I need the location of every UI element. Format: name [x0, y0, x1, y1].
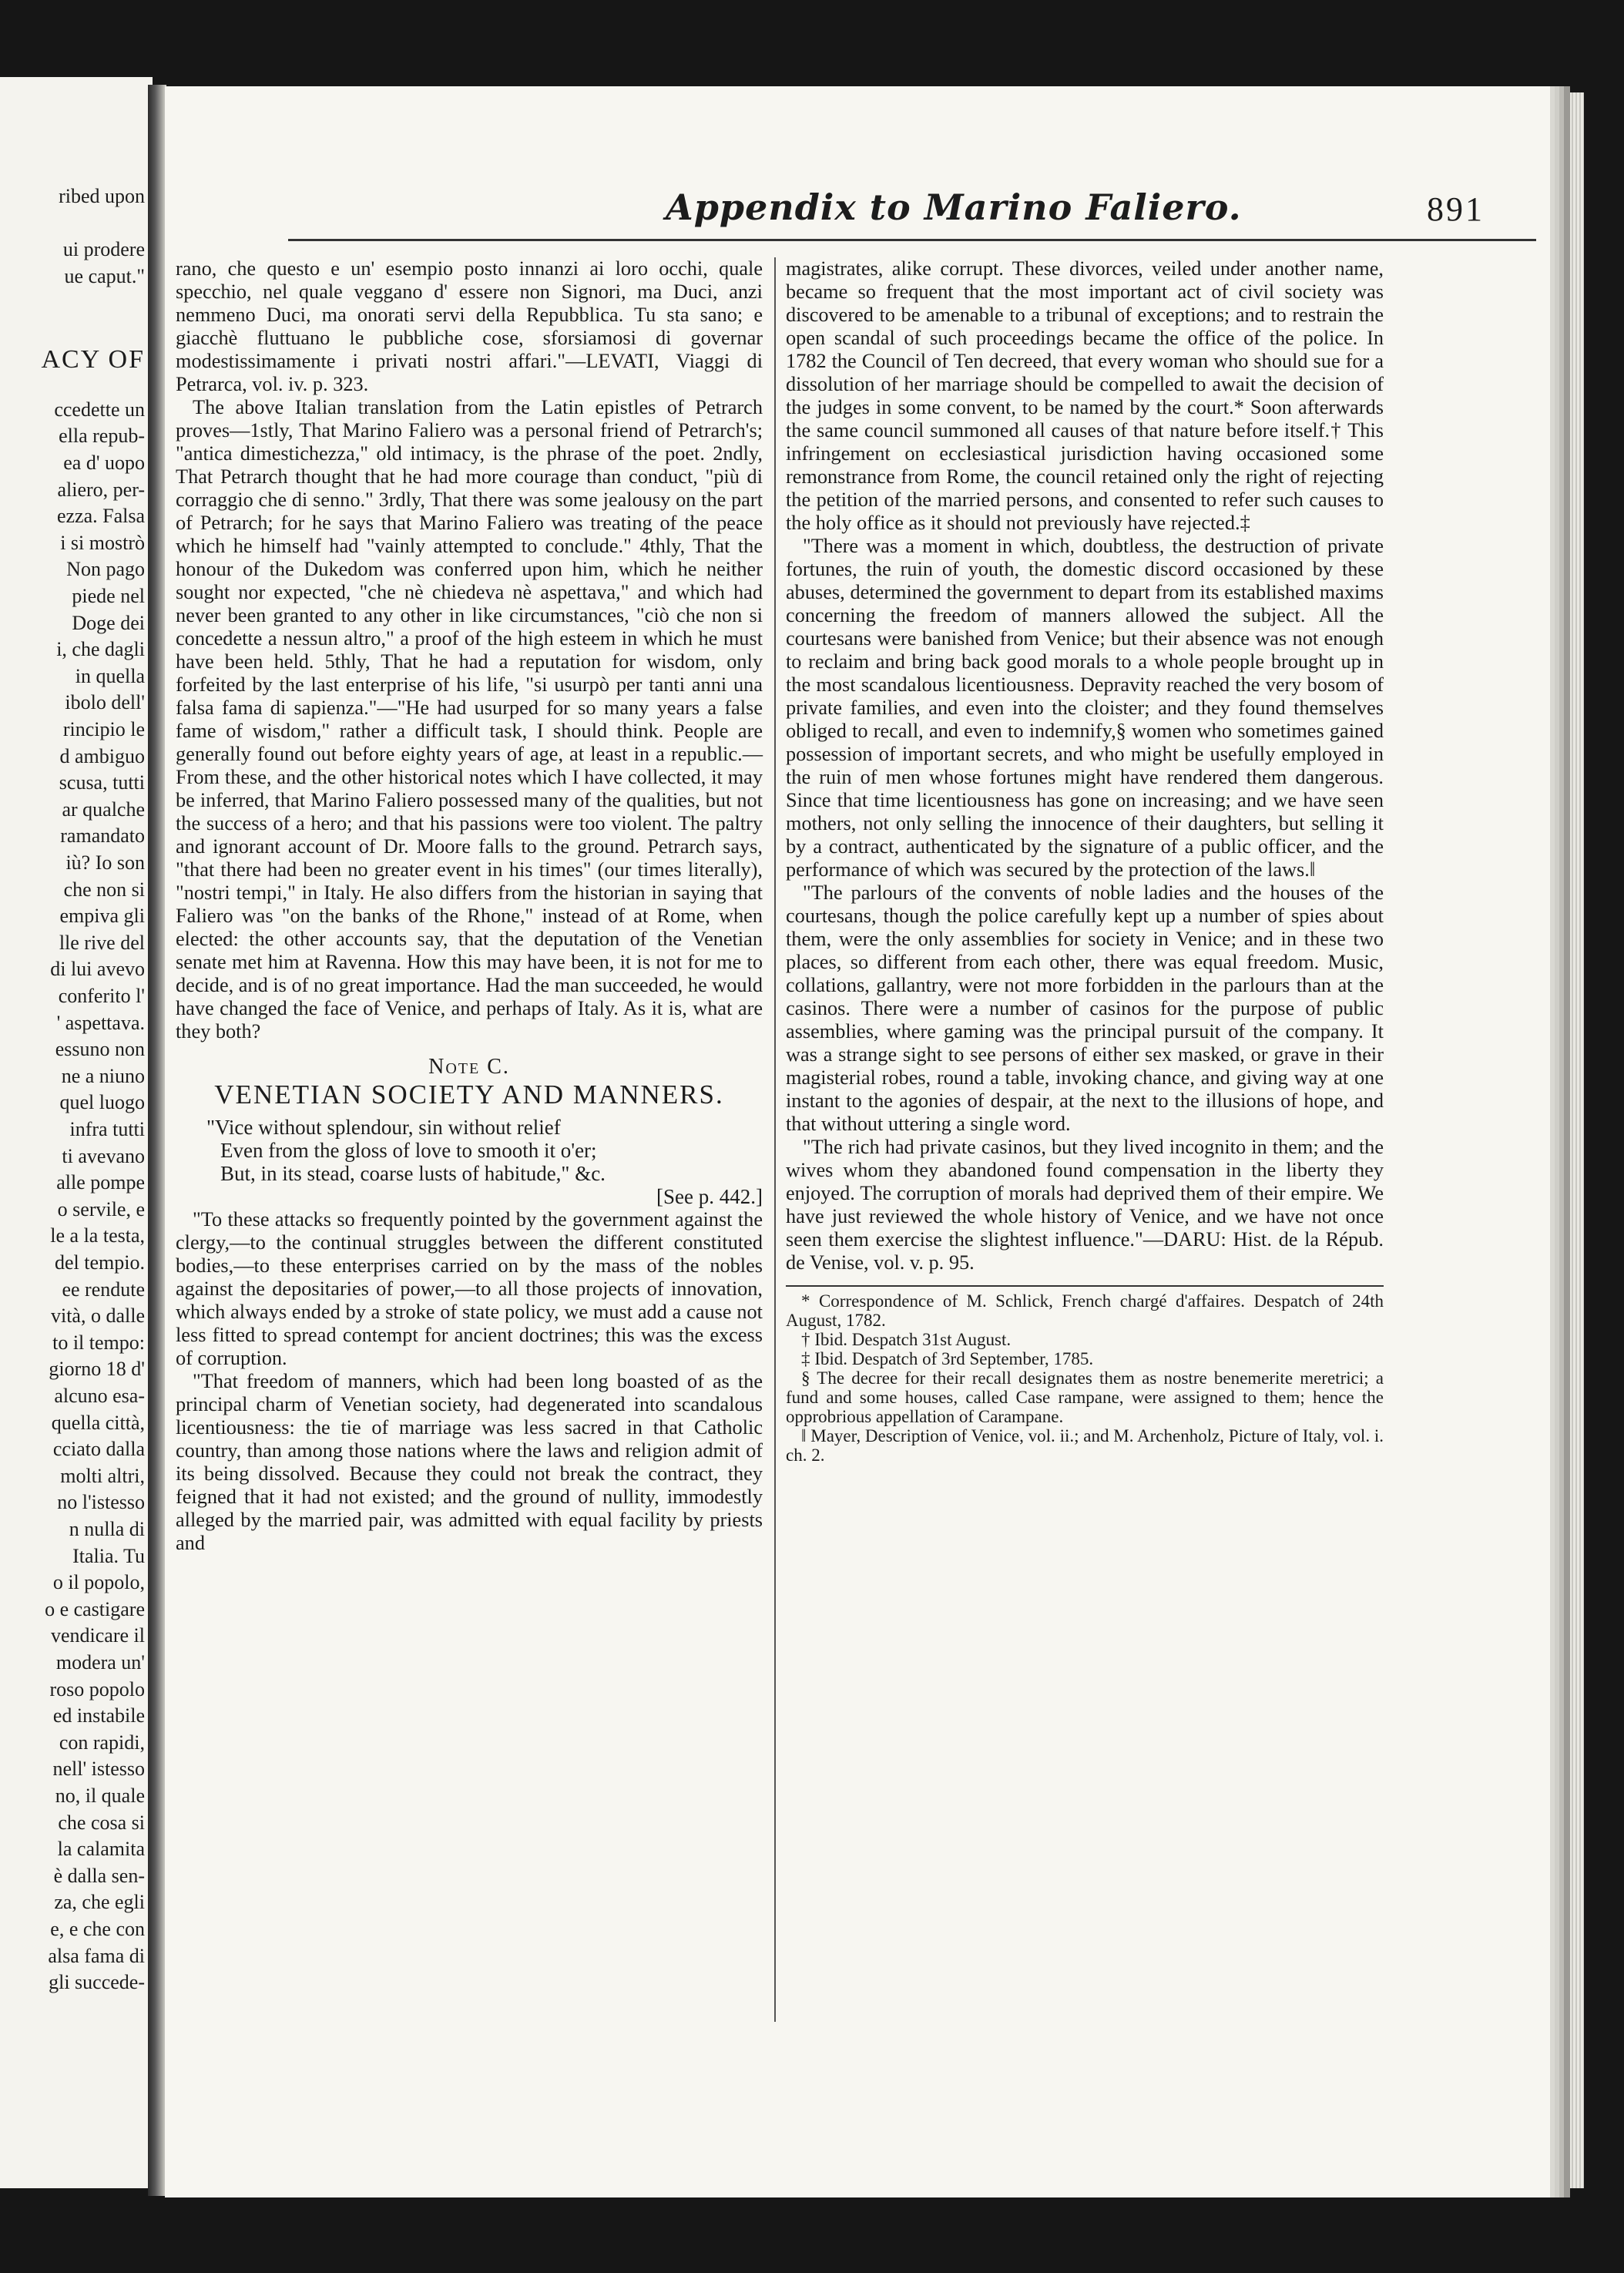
- facing-page-line: empiva gli: [59, 905, 145, 928]
- facing-page-line: no, il quale: [55, 1784, 145, 1807]
- running-title: Appendix to Marino Faliero.: [666, 186, 1242, 228]
- facing-page-line: za, che egli: [54, 1891, 145, 1914]
- footnote: ‡ Ibid. Despatch of 3rd September, 1785.: [801, 1349, 1094, 1368]
- facing-page-line: roso popolo: [49, 1677, 145, 1701]
- right-column: [786, 257, 1384, 1465]
- paragraph: "To these attacks so frequently pointed by the government against the clergy,—to the continual struggles between the different constituted bodies,—to these enterprises carried on by the mass of the nobles against the depositaries of power,—to all those projects of innovation, which always ended by a stroke of state policy, we must add a cause not less fitted to spread contempt for ancient doctrines; this was the excess of corruption.: [176, 1208, 763, 1369]
- facing-page-line: o e castigare: [45, 1597, 145, 1620]
- facing-page-line: ti avevano: [62, 1144, 145, 1167]
- facing-page-line: quel luogo: [59, 1091, 145, 1114]
- facing-page-line: e, e che con: [50, 1918, 145, 1940]
- footnote: ‖ Mayer, Description of Venice, vol. ii.; and M. Archenholz, Picture of Italy, vol. i. ch. 2.: [786, 1426, 1384, 1465]
- facing-page-line: giorno 18 d': [49, 1358, 145, 1381]
- facing-page-line: ACY OF: [41, 344, 145, 374]
- facing-page-line: modera un': [55, 1651, 145, 1674]
- facing-page-line: Italia. Tu: [72, 1544, 145, 1567]
- verse-reference: [See p. 442.]: [656, 1185, 763, 1208]
- facing-page-line: ue caput.": [64, 264, 145, 287]
- facing-page-line: alsa fama di: [48, 1944, 145, 1967]
- facing-page-line: ' aspettava.: [56, 1011, 145, 1034]
- facing-page-line: vità, o dalle: [50, 1304, 145, 1328]
- verse-line: But, in its stead, coarse lusts of habitude," &c.: [220, 1162, 606, 1185]
- facing-page-line: ea d' uopo: [63, 452, 145, 474]
- facing-page-line: n nulla di: [69, 1518, 145, 1540]
- facing-page-fragment: [0, 77, 153, 2188]
- page-edges: [1550, 92, 1584, 2188]
- facing-page-line: alcuno esa-: [54, 1385, 145, 1407]
- facing-page-line: scusa, tutti: [59, 771, 145, 794]
- facing-page-line: ribed upon: [59, 185, 145, 207]
- facing-page-line: di lui avevo: [50, 958, 145, 981]
- facing-page-line: la calamita: [57, 1838, 145, 1861]
- left-column: [176, 257, 763, 1555]
- header-rule: [288, 239, 1536, 241]
- facing-page-line: o servile, e: [57, 1197, 145, 1220]
- paragraph: "There was a moment in which, doubtless, the destruction of private fortunes, the ruin of youth, the domestic discord occasioned by these abuses, determined the government to depart from its established maxims concerning the freedom of manners allowed the subject. All the courtesans were banished from Venice; but their absence was not enough to reclaim and bring back good morals to a whole people brought up in the most scandalous licentiousness. Depravity reached the very bosom of private families, and even into the cloister; and they found themselves obliged to recall, and even to indemnify,§ women who sometimes gained possession of important secrets, and who might be usefully employed in the ruin of men whose fortunes might have rendered them dangerous. Since that time licentiousness has gone on increasing; and we have seen mothers, not only selling the innocence of their daughters, but selling it by a contract, authenticated by the signature of a public officer, and the performance of which was secured by the protection of the laws.‖: [786, 535, 1384, 881]
- paragraph: The above Italian translation from the Latin epistles of Petrarch proves—1stly, That Marino Faliero was a personal friend of Petrarch's; "antica dimestichezza," old intimacy, is the phrase of the poet. 2ndly, That Petrarch thought that he had more courage than conduct, "più di corraggio che di senno." 3rdly, That there was some jealousy on the part of Petrarch; for he says that Marino Faliero was treating of the peace which he himself had "vainly attempted to conclude." 4thly, That the honour of the Dukedom was conferred upon him, which he neither sought nor expected, "che nè chiedeva nè aspettava," and which had never been granted to any other in like circumstances, "ciò che non si concedette a nessun altro," a proof of the high esteem in which he must have been held. 5thly, That he had a reputation for wisdom, only forfeited by the last enterprise of his life, "si usurpò per tanti anni una falsa fama di sapienza."—"He had usurped for so many years a false fame of wisdom," rather a difficult task, I should think. People are generally found out before eighty years of age, at least in a republic.—From these, and the other historical notes which I have collected, it may be inferred, that Marino Faliero possessed many of the qualities, but not the success of a hero; and that his passions were too violent. The paltry and ignorant account of Dr. Moore falls to the ground. Petrarch says, "that there had been no greater event in his times" (our times literally), "nostri tempi," in Italy. He also differs from the historian in saying that Faliero was "on the banks of the Rhone," instead of at Rome, when elected: the other accounts say, that the deputation of the Venetian senate met him at Ravenna. How this may have been, it is not for me to decide, and is of no great importance. Had the man succeeded, he would have changed the face of Venice, and perhaps of Italy. As it is, what are they both?: [176, 396, 763, 1042]
- facing-page-line: ezza. Falsa: [56, 505, 145, 528]
- verse-quote: [206, 1116, 763, 1208]
- paragraph: "The rich had private casinos, but they lived incognito in them; and the wives whom they abandoned found compensation in the liberty they enjoyed. The corruption of morals had deprived them of their empire. We have just reviewed the whole history of Venice, and we have not once seen them exercise the slightest influence."—DARU: Hist. de la Répub. de Venise, vol. v. p. 95.: [786, 1136, 1384, 1274]
- paragraph: magistrates, alike corrupt. These divorces, veiled under another name, became so frequent that the most important act of civil society was discovered to be amenable to a tribunal of exceptions; and to restrain the open scandal of such proceedings became the office of the police. In 1782 the Council of Ten decreed, that every woman who should sue for a dissolution of her marriage should be compelled to await the decision of the judges in some convent, to be named by the court.* Soon afterwards the same council summoned all causes of that nature before itself.† This infringement on ecclesiastical jurisdiction having occasioned some remonstrance from Rome, the council retained only the right of rejecting the petition of the married persons, and consented to refer such causes to the holy office as it should not previously have rejected.‡: [786, 257, 1384, 534]
- facing-page-line: aliero, per-: [57, 478, 145, 501]
- facing-page-line: gli succede-: [49, 1971, 145, 1994]
- facing-page-line: conferito l': [58, 985, 145, 1007]
- facing-page-line: ed instabile: [52, 1704, 145, 1727]
- facing-page-line: è dalla sen-: [53, 1864, 145, 1887]
- facing-page-line: ccedette un: [54, 398, 145, 421]
- verse-line: "Vice without splendour, sin without relief: [206, 1116, 561, 1139]
- facing-page-line: infra tutti: [69, 1118, 145, 1140]
- facing-page-line: quella città,: [51, 1411, 145, 1434]
- page-number: 891: [1427, 190, 1485, 228]
- facing-page-line: con rapidi,: [59, 1731, 145, 1754]
- section-title: VENETIAN SOCIETY AND MANNERS.: [214, 1079, 724, 1110]
- facing-page-line: che non si: [63, 878, 145, 901]
- facing-page-line: ee rendute: [62, 1278, 145, 1301]
- facing-page-line: le a la testa,: [50, 1224, 145, 1247]
- footnote: § The decree for their recall designates them as nostre benemerite meretrici; a fund and some houses, called Case rampane, were assigned to them; hence the opprobrious appellation of Carampane.: [786, 1368, 1384, 1426]
- facing-page-line: piede nel: [72, 585, 145, 607]
- facing-page-line: ibolo dell': [65, 691, 145, 714]
- facing-page-line: vendicare il: [51, 1624, 145, 1647]
- facing-page-line: no l'istesso: [57, 1491, 145, 1514]
- facing-page-line: essuno non: [55, 1038, 145, 1061]
- facing-page-line: lle rive del: [59, 931, 145, 954]
- paragraph: rano, che questo e un' esempio posto innanzi ai loro occhi, quale specchio, nel quale veggano d' essere non Signori, ma Duci, anzi nemmeno Duci, ma onorati servi della Repubblica. Tu sta sano; e giacchè fluttuano le pubbliche cose, sforsiamosi di governar modestissimamente i privati nostri affari."—LEVATI, Viaggi di Petrarca, vol. iv. p. 323.: [176, 257, 763, 395]
- facing-page-line: ar qualche: [62, 797, 145, 821]
- facing-page-line: i si mostrò: [60, 531, 145, 554]
- verse-line: Even from the gloss of love to smooth it o'er;: [220, 1139, 597, 1162]
- paragraph: "The parlours of the convents of noble ladies and the houses of the courtesans, though the police carefully kept up a number of spies about them, were the only assemblies for society in Venice; and in these two places, so different from each other, there was equal freedom. Music, collations, gallantry, were not more forbidden in the parlours than at the casinos. There were a number of casinos for the purpose of public assemblies, where gaming was the principal pursuit of the company. It was a strange sight to see persons of either sex masked, or grave in their magisterial robes, round a table, invoking chance, and giving way at one instant to the agonies of despair, at the next to the illusions of hope, and that without uttering a single word.: [786, 881, 1384, 1135]
- facing-page-line: ramandato: [60, 824, 145, 848]
- facing-page-line: Non pago: [66, 558, 145, 581]
- facing-page-line: alle pompe: [56, 1171, 145, 1194]
- facing-page-line: cciato dalla: [52, 1438, 145, 1461]
- footnote: * Correspondence of M. Schlick, French chargé d'affaires. Despatch of 24th August, 1782.: [786, 1291, 1384, 1330]
- facing-page-line: to il tempo:: [52, 1331, 145, 1354]
- facing-page-line: molti altri,: [60, 1464, 145, 1487]
- facing-page-line: iù? Io son: [65, 851, 145, 874]
- facing-page-line: ui prodere: [62, 238, 145, 261]
- paragraph: "That freedom of manners, which had been long boasted of as the principal charm of Venetian society, had degenerated into scandalous licentiousness: the tie of marriage was less sacred in that Catholic country, than among those nations where the laws and religion admit of its being dissolved. Because they could not break the contract, they feigned that it had not existed; and the ground of nullity, immodestly alleged by the married pair, was admitted with equal facility by priests and: [176, 1370, 763, 1554]
- note-heading: Note C.: [428, 1055, 510, 1079]
- footnote-rule: [786, 1285, 1384, 1287]
- facing-page-line: rincipio le: [62, 718, 145, 740]
- facing-page-line: ne a niuno: [61, 1064, 145, 1087]
- facing-page-line: in quella: [75, 664, 145, 687]
- facing-page-line: nell' istesso: [52, 1758, 145, 1781]
- facing-page-line: o il popolo,: [52, 1571, 145, 1594]
- facing-page-line: ella repub-: [59, 425, 145, 448]
- book-page: [165, 86, 1550, 2197]
- facing-page-line: del tempio.: [55, 1251, 145, 1274]
- book-gutter: [148, 85, 166, 2196]
- facing-page-line: che cosa si: [58, 1811, 145, 1834]
- footnote: † Ibid. Despatch 31st August.: [801, 1330, 1012, 1349]
- footnotes: [786, 1291, 1384, 1465]
- facing-page-line: d ambiguo: [59, 744, 145, 767]
- facing-page-line: i, che dagli: [56, 638, 145, 661]
- facing-page-line: Doge dei: [72, 611, 145, 634]
- column-rule: [774, 257, 776, 2022]
